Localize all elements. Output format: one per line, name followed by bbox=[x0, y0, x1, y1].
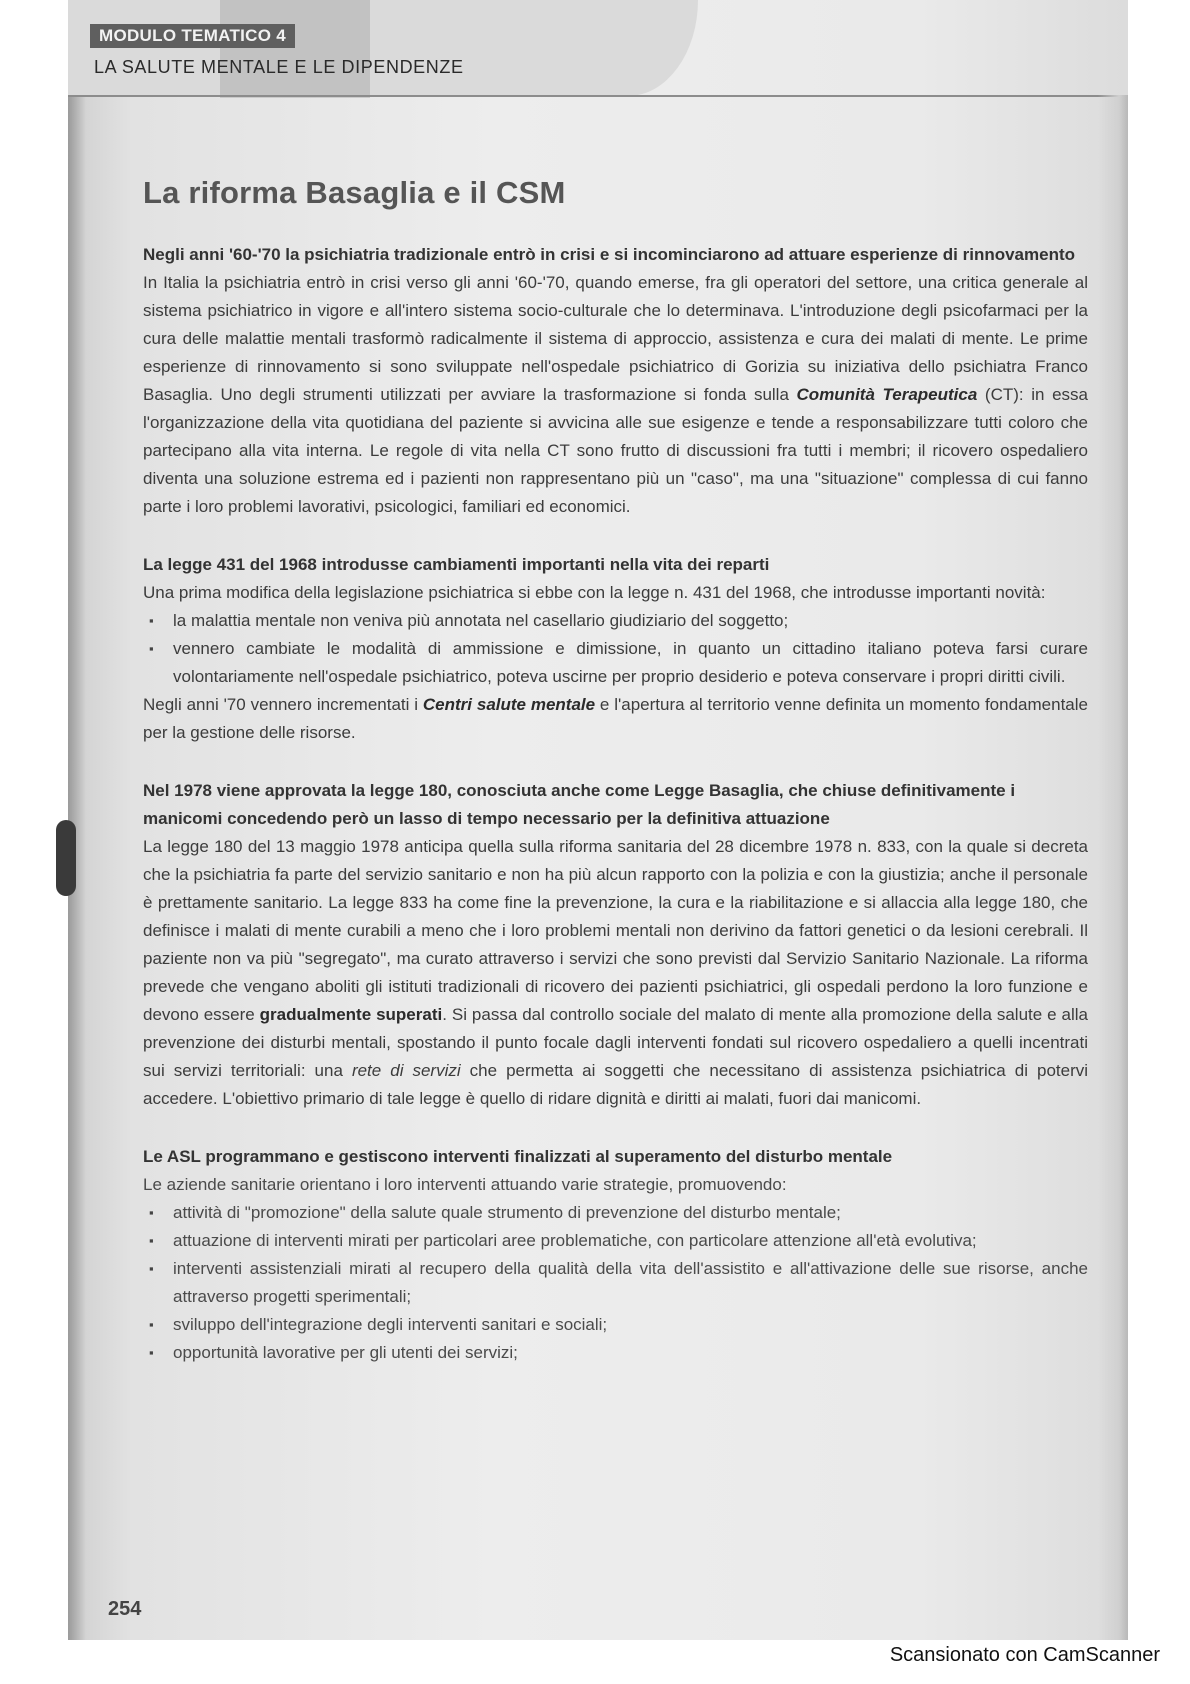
module-label: MODULO TEMATICO 4 bbox=[90, 24, 295, 48]
block-heading: Le ASL programmano e gestiscono interventi finalizzati al superamento del disturbo mentale bbox=[143, 1147, 893, 1166]
list-item: ▪ attività di "promozione" della salute quale strumento di prevenzione del disturbo mentale; bbox=[173, 1199, 1088, 1227]
scanner-watermark: Scansionato con CamScanner bbox=[889, 1644, 1160, 1666]
bullet-list bbox=[143, 1199, 1088, 1367]
header-tab-curve bbox=[628, 0, 698, 96]
paragraph-text: . Si passa dal controllo sociale del malato di mente alla promozione della salute e alla prevenzione dei disturbi mentali, spostando il punto focale dagli interventi fondati sul ricovero ospedaliero a quelli incentrati sui servizi territoriali: una bbox=[143, 1005, 1088, 1080]
list-item: ▪ opportunità lavorative per gli utenti dei servizi; bbox=[173, 1339, 1088, 1367]
page-content bbox=[143, 175, 1088, 1397]
block-crisis bbox=[143, 241, 1088, 521]
block-outro bbox=[143, 691, 1088, 747]
block-intro: Una prima modifica della legislazione psichiatrica si ebbe con la legge n. 431 del 1968, che introdusse importanti novità: bbox=[143, 583, 1046, 602]
list-item: ▪ sviluppo dell'integrazione degli interventi sanitari e sociali; bbox=[173, 1311, 1088, 1339]
paragraph-text: Negli anni '70 vennero incrementati i bbox=[143, 695, 423, 714]
block-asl bbox=[143, 1143, 1088, 1367]
block-legge-180 bbox=[143, 777, 1088, 1113]
block-legge-431 bbox=[143, 551, 1088, 747]
list-item: ▪ attuazione di interventi mirati per particolari aree problematiche, con particolare attenzione all'età evolutiva; bbox=[173, 1227, 1088, 1255]
binding-shadow bbox=[56, 820, 76, 896]
block-heading: La legge 431 del 1968 introdusse cambiamenti importanti nella vita dei reparti bbox=[143, 555, 770, 574]
list-item: ▪ vennero cambiate le modalità di ammissione e dimissione, in quanto un cittadino italiano poteva farsi curare volontariamente nell'ospedale psichiatrico, poteva uscirne per proprio desiderio e poteva conservare i propri diritti civili. bbox=[173, 635, 1088, 691]
list-item: ▪ interventi assistenziali mirati al recupero della qualità della vita dell'assistito e all'attivazione delle sue risorse, anche attraverso progetti sperimentali; bbox=[173, 1255, 1088, 1311]
block-intro: Le aziende sanitarie orientano i loro interventi attuando varie strategie, promuovendo: bbox=[143, 1175, 787, 1194]
term-centri-salute-mentale: Centri salute mentale bbox=[422, 695, 596, 714]
list-item: ▪ la malattia mentale non veniva più annotata nel casellario giudiziario del soggetto; bbox=[173, 607, 1088, 635]
bold-gradualmente-superati: gradualmente superati bbox=[259, 1005, 443, 1024]
term-comunita-terapeutica: Comunità Terapeutica bbox=[796, 385, 978, 404]
header-rule bbox=[68, 95, 1128, 97]
block-paragraph bbox=[143, 269, 1088, 521]
paragraph-text: La legge 180 del 13 maggio 1978 anticipa quella sulla riforma sanitaria del 28 dicembre 1978 n. 833, con la quale si decreta che la psichiatria fa parte del servizio sanitario e non ha più alcun rapporto con la polizia e con la giustizia; anche il personale è prettamente sanitario. La legge 833 ha come fine la prevenzione, la cura e la riabilitazione e si allaccia alla legge 180, che definisce i malati di mente curabili a meno che i loro problemi mentali non derivino da fattori genetici o da lesioni cerebrali. Il paziente non va più "segregato", ma curato attraverso i servizi che sono previsti dal Servizio Sanitario Nazionale. La riforma prevede che vengano aboliti gli istituti tradizionali di ricovero dei pazienti psichiatrici, gli ospedali perdono la loro funzione e devono essere bbox=[143, 837, 1088, 1024]
paragraph-text: (CT): in essa l'organizzazione della vita quotidiana del paziente si avvicina alle sue esigenze e tende a responsabilizzare tutti coloro che partecipano alla vita interna. Le regole di vita nella CT sono frutto di discussioni fra tutti i membri; il ricovero ospedaliero diventa una soluzione estrema ed i pazienti non rappresentano più un "caso", ma una "situazione" complessa di cui fanno parte i loro problemi lavorativi, psicologici, familiari ed economici. bbox=[143, 385, 1088, 516]
block-heading: Negli anni '60-'70 la psichiatria tradizionale entrò in crisi e si incominciarono ad attuare esperienze di rinnovamento bbox=[143, 245, 1076, 264]
block-paragraph bbox=[143, 833, 1088, 1113]
paragraph-text: e l'apertura al territorio venne definita un momento fondamentale per la gestione delle risorse. bbox=[143, 695, 1088, 742]
section-title: La riforma Basaglia e il CSM bbox=[143, 175, 566, 210]
scanned-page bbox=[68, 0, 1128, 1640]
paragraph-text: che permetta ai soggetti che necessitano di assistenza psichiatrica di potervi accedere. L'obiettivo primario di tale legge è quello di ridare dignità e diritti ai malati, fuori dai manicomi. bbox=[143, 1061, 1089, 1108]
module-subtitle: LA SALUTE MENTALE E LE DIPENDENZE bbox=[94, 57, 464, 77]
paragraph-text: In Italia la psichiatria entrò in crisi verso gli anni '60-'70, quando emerse, fra gli operatori del settore, una critica generale al sistema psichiatrico in vigore e all'intero sistema socio-culturale che lo determinava. L'introduzione degli psicofarmaci per la cura delle malattie mentali trasformò radicalmente il sistema di approccio, assistenza e cura dei malati di mente. Le prime esperienze di rinnovamento si sono sviluppate nell'ospedale psichiatrico di Gorizia su iniziativa dello psichiatra Franco Basaglia. Uno degli strumenti utilizzati per avviare la trasformazione si fonda sulla bbox=[143, 273, 1088, 404]
italic-rete-di-servizi: rete di servizi bbox=[351, 1061, 461, 1080]
page-number: 254 bbox=[108, 1598, 142, 1620]
block-heading: Nel 1978 viene approvata la legge 180, conosciuta anche come Legge Basaglia, che chiuse definitivamente i manicomi concedendo però un lasso di tempo necessario per la definitiva attuazione bbox=[143, 781, 1016, 828]
bullet-list bbox=[143, 607, 1088, 691]
tape-strip bbox=[220, 0, 370, 98]
